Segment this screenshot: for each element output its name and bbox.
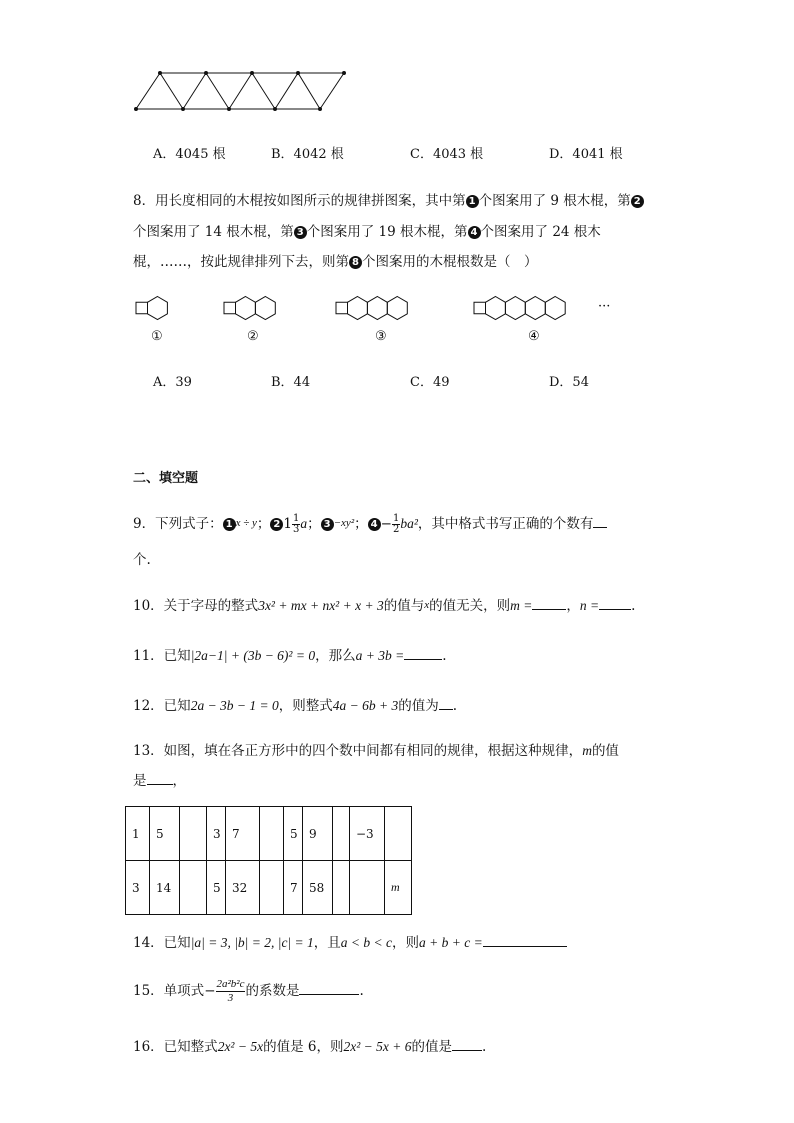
q7-option-d[interactable]: D．4041 根 <box>549 147 623 162</box>
q7-option-c[interactable]: C．4043 根 <box>410 147 484 162</box>
square-shape <box>336 302 348 314</box>
grid-cell: 7 <box>226 807 260 861</box>
grid-cell: 58 <box>303 861 333 915</box>
table-row <box>126 861 412 915</box>
answer-blank[interactable] <box>147 772 173 785</box>
grid-cell: 14 <box>150 861 180 915</box>
hexagon-shape <box>545 297 565 320</box>
q9-line2: 个. <box>133 552 151 568</box>
q8-line1: 8．用长度相同的木棍按如图所示的规律拼图案，其中第 1 个图案用了 9 根木棍，第 2 <box>133 189 644 209</box>
grid-cell: 1 <box>126 807 150 861</box>
circled-number-icon: 1 <box>466 195 479 208</box>
circled-number-icon: 2 <box>631 195 644 208</box>
q10: 10．关于字母的整式3x² + mx + nx² + x + 3的值与x的值无关，则m = ，n = . <box>133 598 636 614</box>
grid-cell <box>260 861 284 915</box>
q12: 12．已知2a − 3b − 1 = 0，则整式4a − 6b + 3的值为 . <box>133 698 458 714</box>
grid-cell: 5 <box>207 861 226 915</box>
answer-blank[interactable] <box>593 515 607 528</box>
figure-label-2: ② <box>247 329 259 344</box>
figure-label-4: ④ <box>528 329 540 344</box>
ellipsis: ··· <box>598 299 611 314</box>
truss-figure <box>128 66 354 116</box>
q8-option-b[interactable]: B．44 <box>271 375 311 390</box>
circled-number-icon: 4 <box>468 226 481 239</box>
square-shape <box>224 302 236 314</box>
circled-number-icon: 3 <box>321 518 334 531</box>
grid-cell <box>260 807 284 861</box>
grid-cell: 5 <box>150 807 180 861</box>
grid-cell: m <box>385 861 412 915</box>
hexagon-shape <box>387 297 407 320</box>
answer-blank[interactable] <box>404 647 442 660</box>
fraction: $\frac{1}{2}$ <box>392 513 400 535</box>
square-shape <box>474 302 486 314</box>
number-grid <box>125 806 412 915</box>
q13-line1: 13．如图，填在各正方形中的四个数中间都有相同的规律，根据这种规律，m的值 <box>133 743 619 759</box>
answer-blank[interactable] <box>299 982 359 995</box>
q16: 16．已知整式2x² − 5x的值是 6，则2x² − 5x + 6的值是 . <box>133 1039 487 1055</box>
grid-cell: 7 <box>284 861 303 915</box>
grid-cell: 3 <box>207 807 226 861</box>
figure-label-3: ③ <box>375 329 387 344</box>
answer-blank-m[interactable] <box>532 597 566 610</box>
answer-blank-n[interactable] <box>599 597 631 610</box>
table-row <box>126 807 412 861</box>
grid-cell: 32 <box>226 861 260 915</box>
hexagon-shape <box>255 297 275 320</box>
answer-blank[interactable] <box>439 697 453 710</box>
q8-option-c[interactable]: C．49 <box>410 375 450 390</box>
q8-option-d[interactable]: D．54 <box>549 375 589 390</box>
grid-cell <box>350 861 385 915</box>
q8-line3: 棍，……，按此规律排列下去，则第 8 个图案用的木棍根数是（ ） <box>133 254 538 270</box>
section-heading: 二、填空题 <box>133 471 199 486</box>
grid-cell <box>180 861 207 915</box>
q7-option-b[interactable]: B．4042 根 <box>271 147 344 162</box>
grid-cell <box>333 807 350 861</box>
hexagon-shape <box>486 297 506 320</box>
circled-number-icon: 3 <box>294 226 307 239</box>
figure-label-1: ① <box>151 329 163 344</box>
grid-cell <box>385 807 412 861</box>
answer-blank[interactable] <box>483 934 567 947</box>
hexagon-shape <box>367 297 387 320</box>
circled-number-icon: 2 <box>270 518 283 531</box>
grid-cell: 3 <box>126 861 150 915</box>
answer-blank[interactable] <box>452 1038 482 1051</box>
grid-cell: 5 <box>284 807 303 861</box>
grid-cell <box>180 807 207 861</box>
circled-number-icon: 1 <box>223 518 236 531</box>
grid-cell <box>333 861 350 915</box>
hexagon-shape <box>236 297 256 320</box>
q8-line2: 个图案用了 14 根木棍，第 3 个图案用了 19 根木棍，第 4 个图案用了 24 根木 <box>133 224 601 240</box>
q11: 11．已知|2a−1| + (3b − 6)² = 0，那么a + 3b = . <box>133 648 447 664</box>
q8-option-a[interactable]: A．39 <box>153 375 192 390</box>
grid-cell: −3 <box>350 807 385 861</box>
q15: 15．单项式− $\frac{\text{2a²b²c}}{3}$ 的系数是 . <box>133 978 364 1004</box>
square-shape <box>136 302 148 314</box>
grid-cell: 9 <box>303 807 333 861</box>
hexagon-shape <box>525 297 545 320</box>
hexagon-pattern-figures <box>128 290 628 330</box>
q14: 14．已知|a| = 3, |b| = 2, |c| = 1，且a < b < c，则a + b + c = <box>133 931 567 951</box>
circled-number-icon: 8 <box>349 256 362 269</box>
fraction: $\frac{\text{2a²b²c}}{3}$ <box>216 978 245 1004</box>
fraction: $\frac{1}{3}$ <box>293 513 300 535</box>
q7-option-a[interactable]: A．4045 根 <box>153 147 226 162</box>
q13-line2: 是 ， <box>133 773 186 789</box>
q9-line1: 9．下列式子： 1 x ÷ y； 2 1 $\frac{1}{3}$ a； 3 −xy²； 4 − $\frac{1}{2}$ ba²，其中格式书写正确的个数有 <box>133 512 607 535</box>
hexagon-shape <box>505 297 525 320</box>
hexagon-shape <box>348 297 368 320</box>
circled-number-icon: 4 <box>368 518 381 531</box>
hexagon-shape <box>148 297 168 320</box>
